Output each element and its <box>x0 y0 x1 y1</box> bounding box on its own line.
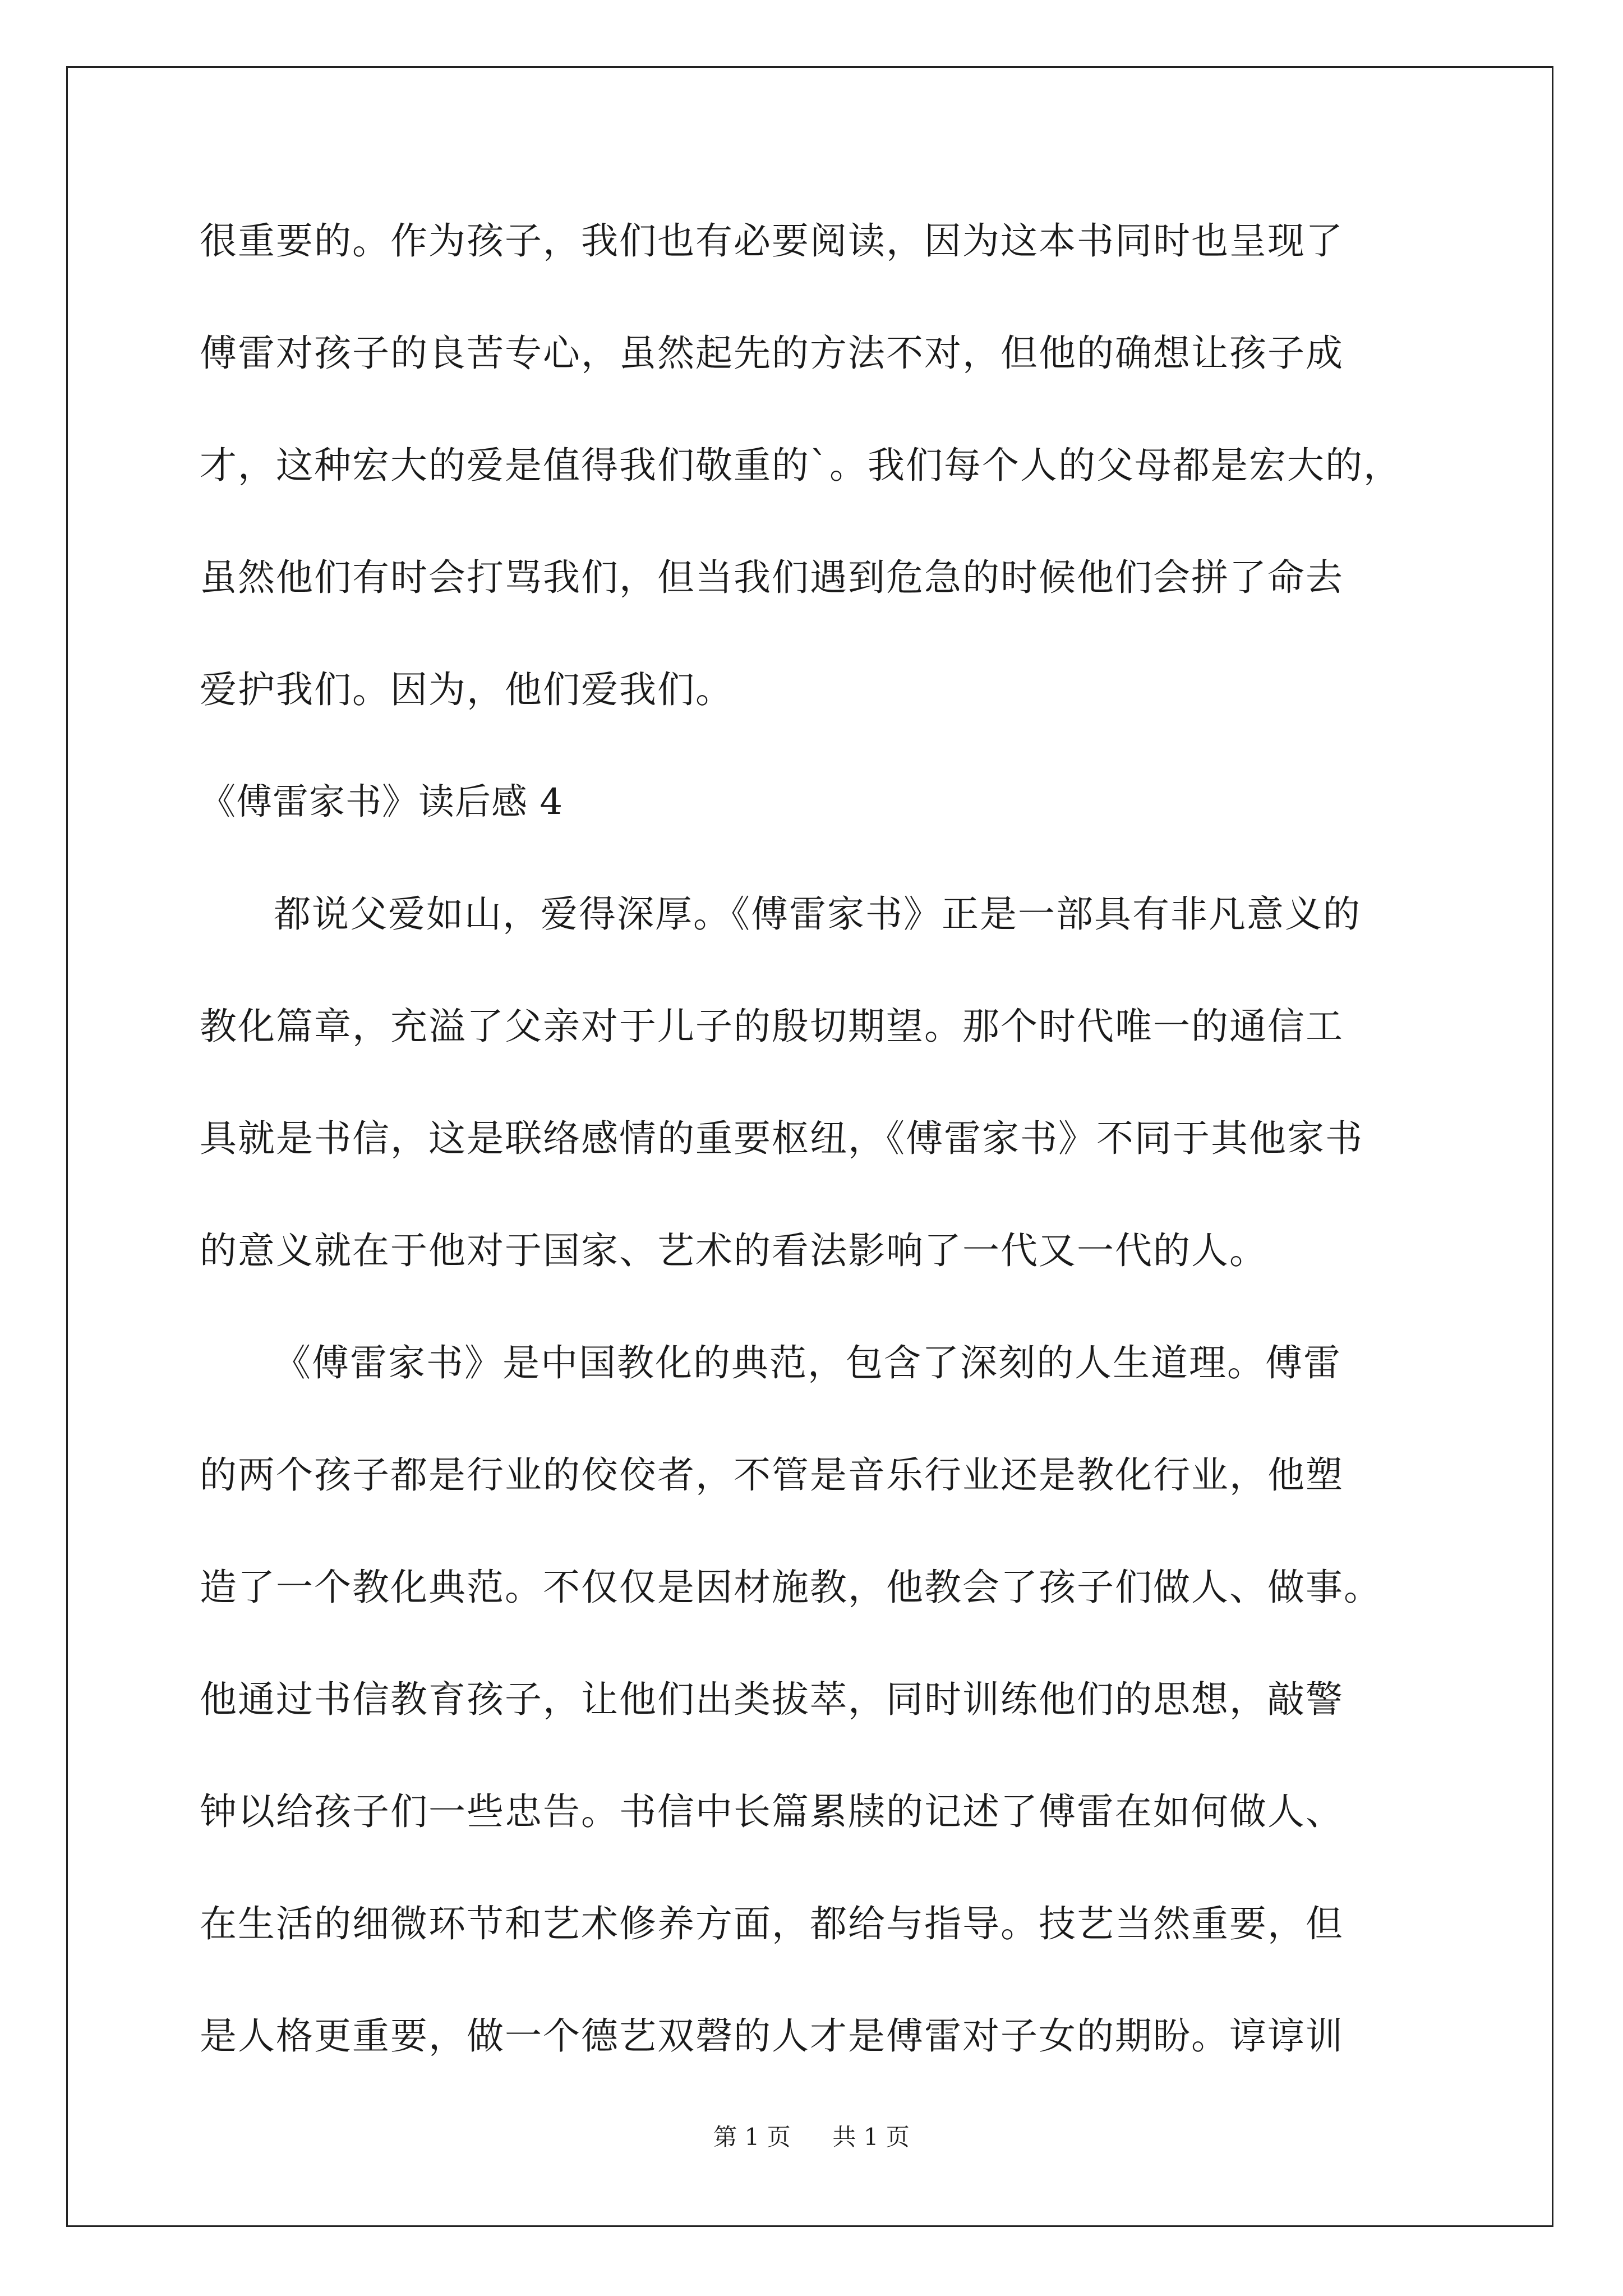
paragraph-line: 造了一个教化典范。不仅仅是因材施教，他教会了孩子们做人、做事。 <box>200 1566 1382 1609</box>
paragraph-line: 的意义就在于他对于国家、艺术的看法影响了一代又一代的人。 <box>200 1229 1267 1272</box>
paragraph-line: 傅雷对孩子的良苦专心，虽然起先的方法不对，但他的确想让孩子成 <box>200 332 1344 375</box>
paragraph-line: 才，这种宏大的爱是值得我们敬重的`。我们每个人的父母都是宏大的， <box>200 444 1401 487</box>
section-heading: 《傅雷家书》读后感 4 <box>200 781 564 823</box>
paragraph-line: 很重要的。作为孩子，我们也有必要阅读，因为这本书同时也呈现了 <box>200 219 1344 263</box>
paragraph-line: 具就是书信，这是联络感情的重要枢纽，《傅雷家书》不同于其他家书 <box>200 1117 1363 1160</box>
paragraph-line: 《傅雷家书》是中国教化的典范，包含了深刻的人生道理。傅雷 <box>274 1341 1341 1384</box>
page-footer <box>0 2120 1623 2154</box>
paragraph-line: 钟以给孩子们一些忠告。书信中长篇累牍的记述了傅雷在如何做人、 <box>200 1790 1344 1833</box>
paragraph-line: 爱护我们。因为，他们爱我们。 <box>200 668 734 711</box>
paragraph-line: 教化篇章，充溢了父亲对于儿子的殷切期望。那个时代唯一的通信工 <box>200 1005 1344 1048</box>
paragraph-line: 都说父爱如山，爱得深厚。《傅雷家书》正是一部具有非凡意义的 <box>274 892 1361 936</box>
paragraph-line: 是人格更重要，做一个德艺双磬的人才是傅雷对子女的期盼。谆谆训 <box>200 2014 1344 2058</box>
paragraph-line: 在生活的细微环节和艺术修养方面，都给与指导。技艺当然重要，但 <box>200 1902 1344 1945</box>
paragraph-line: 他通过书信教育孩子，让他们出类拔萃，同时训练他们的思想，敲警 <box>200 1678 1344 1721</box>
paragraph-line: 虽然他们有时会打骂我们，但当我们遇到危急的时候他们会拼了命去 <box>200 556 1344 599</box>
page-number: 第 1 页 <box>713 2123 791 2151</box>
page-total: 共 1 页 <box>832 2123 910 2151</box>
document-body <box>200 208 1456 2115</box>
paragraph-line: 的两个孩子都是行业的佼佼者，不管是音乐行业还是教化行业，他塑 <box>200 1453 1344 1497</box>
